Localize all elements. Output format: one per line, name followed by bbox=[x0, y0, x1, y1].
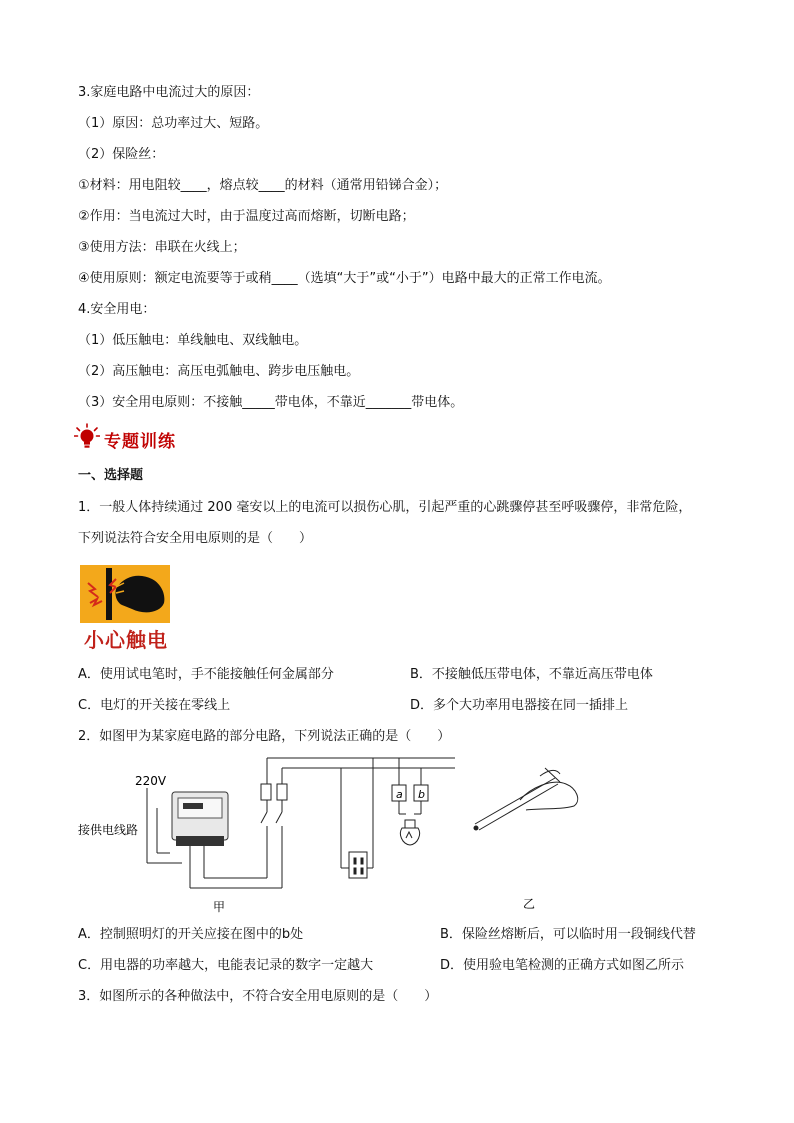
q1-option-c[interactable]: C．电灯的开关接在零线上 bbox=[78, 698, 231, 713]
text-line: ③使用方法：串联在火线上； bbox=[78, 240, 246, 255]
text-line: 3.家庭电路中电流过大的原因： bbox=[78, 85, 260, 100]
q1-option-b[interactable]: B．不接触低压带电体，不靠近高压带电体 bbox=[410, 667, 653, 682]
position-a-label: a bbox=[396, 788, 403, 801]
figure-jia-label: 甲 bbox=[213, 900, 226, 914]
text-line: ④使用原则：额定电流要等于或稍____（选填“大于”或“小于”）电路中最大的正常工作电流。 bbox=[78, 271, 611, 286]
section-title: 专题训练 bbox=[104, 431, 176, 452]
section-banner bbox=[74, 424, 176, 454]
q2-stem: 2．如图甲为某家庭电路的部分电路，下列说法正确的是（ ） bbox=[78, 729, 451, 744]
lightbulb-icon bbox=[74, 423, 100, 455]
q2-option-b[interactable]: B．保险丝熔断后，可以临时用一段铜线代替 bbox=[440, 927, 696, 942]
text-line: 4.安全用电： bbox=[78, 302, 156, 317]
figure-yi-label: 乙 bbox=[523, 897, 536, 911]
electric-shock-warning-icon bbox=[80, 565, 170, 623]
position-b-label: b bbox=[418, 788, 425, 801]
supply-line-label: 接供电线路 bbox=[78, 823, 139, 837]
text-line: （1）原因：总功率过大、短路。 bbox=[78, 116, 269, 131]
text-line: （1）低压触电：单线触电、双线触电。 bbox=[78, 333, 308, 348]
q3-stem: 3．如图所示的各种做法中，不符合安全用电原则的是（ ） bbox=[78, 989, 438, 1004]
q1-option-d[interactable]: D．多个大功率用电器接在同一插排上 bbox=[410, 698, 629, 713]
electric-meter-icon bbox=[172, 792, 228, 846]
part-heading: 一、选择题 bbox=[78, 468, 144, 483]
test-pen-icon bbox=[474, 768, 578, 830]
q1-option-a[interactable]: A．使用试电笔时，手不能接触任何金属部分 bbox=[78, 667, 334, 682]
q1-stem-line1: 1．一般人体持续通过 200 毫安以上的电流可以损伤心肌，引起严重的心跳骤停甚至呼吸骤停，非常危险， bbox=[78, 500, 692, 515]
circuit-figure bbox=[0, 748, 794, 923]
q2-option-c[interactable]: C．用电器的功率越大，电能表记录的数字一定越大 bbox=[78, 958, 374, 973]
text-line: （2）保险丝： bbox=[78, 147, 165, 162]
text-line: ②作用：当电流过大时，由于温度过高而熔断，切断电路； bbox=[78, 209, 415, 224]
voltage-label: 220V bbox=[135, 774, 167, 788]
text-line: ①材料：用电阻较____，熔点较____的材料（通常用铅锑合金）； bbox=[78, 178, 448, 193]
warning-caption: 小心触电 bbox=[84, 628, 168, 652]
text-line: （3）安全用电原则：不接触_____带电体，不靠近_______带电体。 bbox=[78, 395, 464, 410]
q2-option-a[interactable]: A．控制照明灯的开关应接在图中的b处 bbox=[78, 927, 304, 942]
q2-option-d[interactable]: D．使用验电笔检测的正确方式如图乙所示 bbox=[440, 958, 685, 973]
text-line: （2）高压触电：高压电弧触电、跨步电压触电。 bbox=[78, 364, 360, 379]
q1-stem-line2: 下列说法符合安全用电原则的是（ ） bbox=[78, 531, 313, 546]
